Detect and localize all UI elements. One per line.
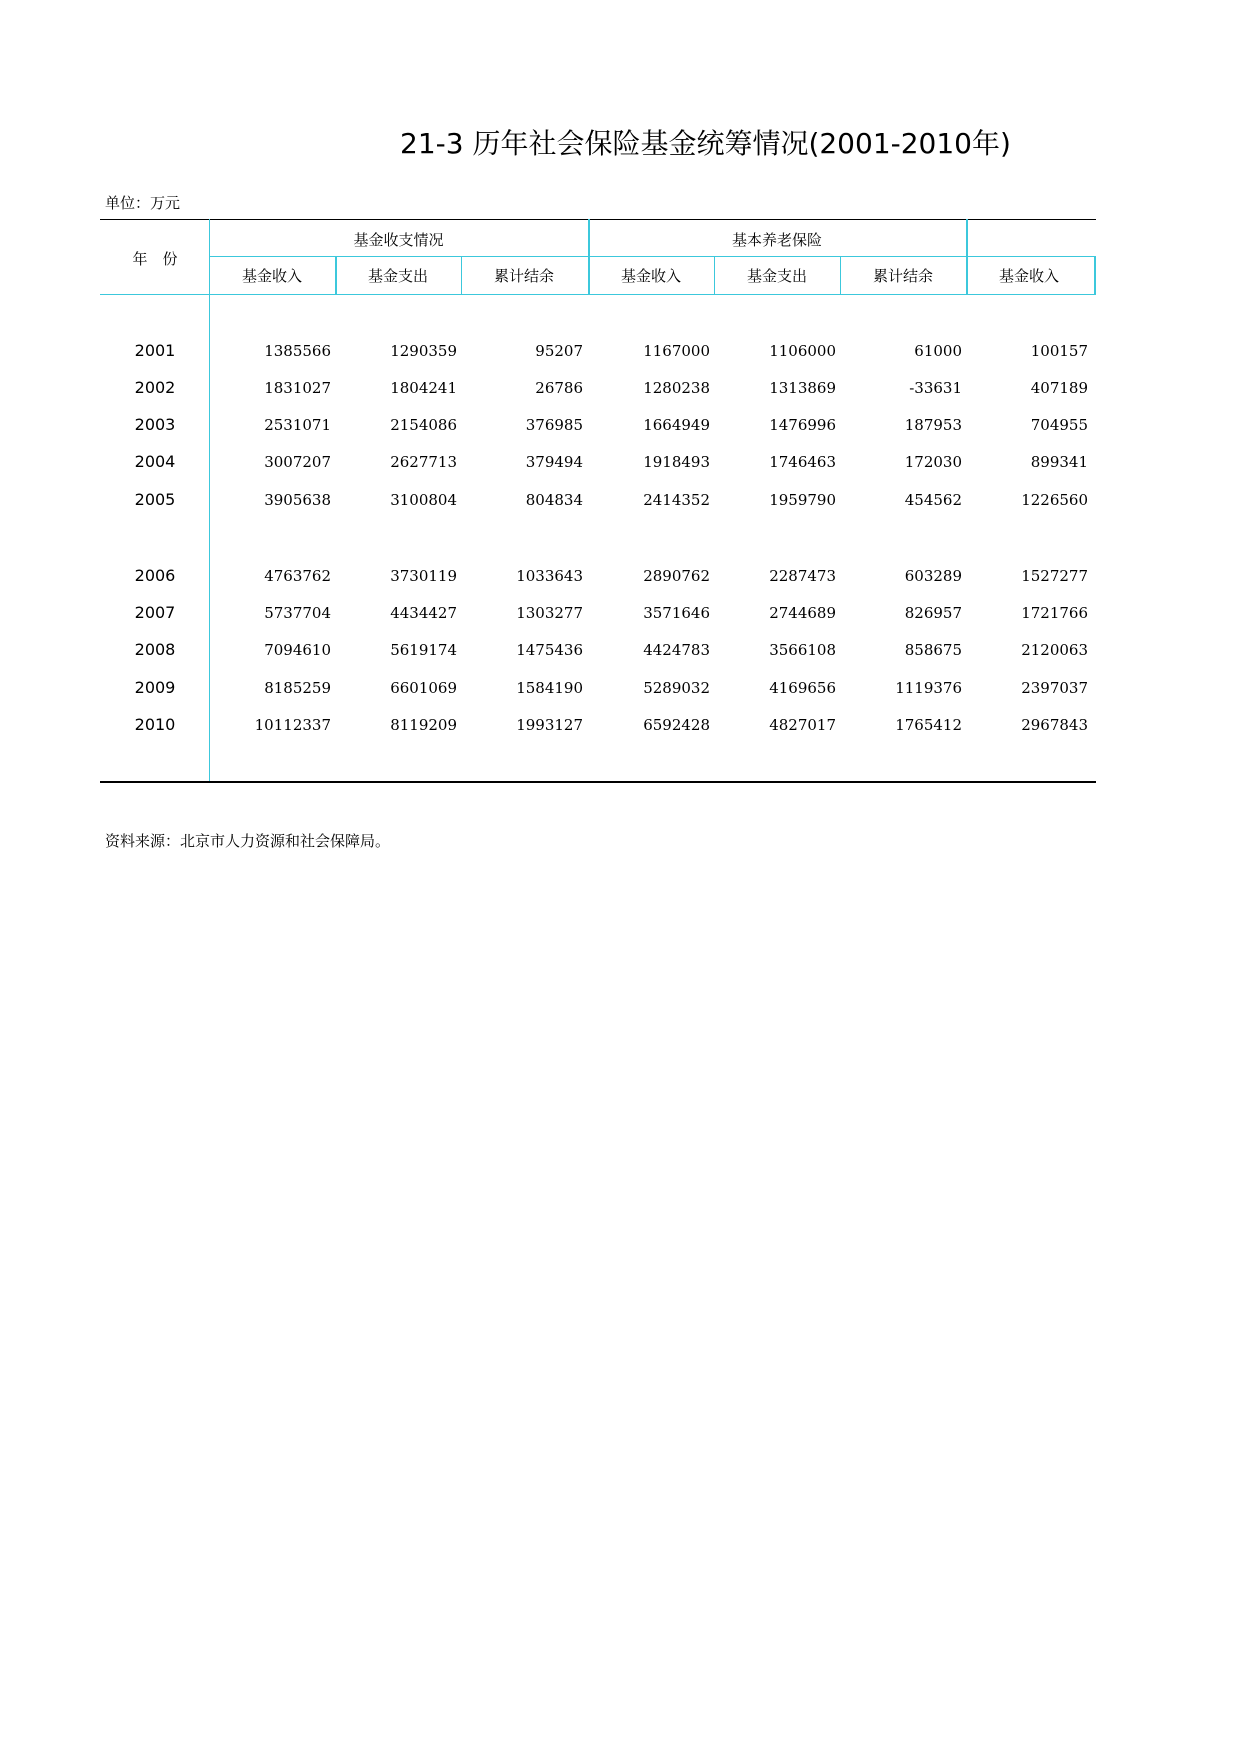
column-header: 基金收入 (241, 267, 302, 285)
value-cell: 3100804 (390, 491, 457, 509)
value-cell: 1226560 (1021, 491, 1088, 509)
value-cell: 376985 (525, 416, 583, 434)
value-cell: 8185259 (264, 679, 331, 697)
value-cell: 454562 (904, 491, 962, 509)
value-cell: 826957 (904, 604, 962, 622)
value-cell: -33631 (909, 379, 962, 397)
year-cell: 2004 (134, 452, 176, 471)
value-cell: 6601069 (390, 679, 457, 697)
value-cell: 1106000 (769, 342, 836, 360)
value-cell: 100157 (1030, 342, 1088, 360)
value-cell: 1831027 (264, 379, 331, 397)
header-mid-line (209, 256, 1096, 257)
value-cell: 4424783 (643, 641, 710, 659)
value-cell: 4169656 (769, 679, 836, 697)
value-cell: 8119209 (390, 716, 457, 734)
value-cell: 187953 (904, 416, 962, 434)
value-cell: 1119376 (895, 679, 962, 697)
year-cell: 2003 (134, 415, 176, 434)
value-cell: 2120063 (1021, 641, 1088, 659)
value-cell: 1290359 (390, 342, 457, 360)
year-cell: 2007 (134, 603, 176, 622)
value-cell: 172030 (904, 453, 962, 471)
column-header: 基金收入 (998, 267, 1059, 285)
value-cell: 3905638 (264, 491, 331, 509)
value-cell: 804834 (525, 491, 583, 509)
column-header: 基金收入 (620, 267, 681, 285)
value-cell: 2531071 (264, 416, 331, 434)
value-cell: 1167000 (643, 342, 710, 360)
header-bottom-line (100, 294, 1096, 295)
value-cell: 1721766 (1021, 604, 1088, 622)
value-cell: 1664949 (643, 416, 710, 434)
value-cell: 10112337 (254, 716, 331, 734)
source-note: 资料来源：北京市人力资源和社会保障局。 (105, 832, 391, 850)
value-cell: 1476996 (769, 416, 836, 434)
value-cell: 4827017 (769, 716, 836, 734)
value-cell: 1527277 (1021, 567, 1088, 585)
value-cell: 4434427 (390, 604, 457, 622)
year-cell: 2006 (134, 566, 176, 585)
year-cell: 2008 (134, 640, 176, 659)
value-cell: 1475436 (516, 641, 583, 659)
value-cell: 3571646 (643, 604, 710, 622)
value-cell: 1313869 (769, 379, 836, 397)
value-cell: 2744689 (769, 604, 836, 622)
value-cell: 3730119 (390, 567, 457, 585)
table-top-rule (100, 219, 1096, 220)
col-divider-e (1094, 256, 1096, 294)
year-cell: 2001 (134, 341, 176, 360)
year-cell: 2002 (134, 378, 176, 397)
value-cell: 2967843 (1021, 716, 1088, 734)
value-cell: 1033643 (516, 567, 583, 585)
group-header-fund-balance: 基金收支情况 (353, 231, 444, 249)
value-cell: 2414352 (643, 491, 710, 509)
value-cell: 1804241 (390, 379, 457, 397)
value-cell: 5737704 (264, 604, 331, 622)
value-cell: 1918493 (643, 453, 710, 471)
value-cell: 61000 (914, 342, 962, 360)
column-header: 累计结余 (872, 267, 933, 285)
value-cell: 1303277 (516, 604, 583, 622)
value-cell: 5619174 (390, 641, 457, 659)
value-cell: 7094610 (264, 641, 331, 659)
value-cell: 4763762 (264, 567, 331, 585)
value-cell: 1280238 (643, 379, 710, 397)
year-cell: 2010 (134, 715, 176, 734)
value-cell: 1584190 (516, 679, 583, 697)
value-cell: 5289032 (643, 679, 710, 697)
value-cell: 6592428 (643, 716, 710, 734)
value-cell: 2627713 (390, 453, 457, 471)
value-cell: 1959790 (769, 491, 836, 509)
unit-label: 单位：万元 (105, 194, 181, 212)
value-cell: 603289 (904, 567, 962, 585)
value-cell: 1765412 (895, 716, 962, 734)
group-header-pension: 基本养老保险 (731, 231, 822, 249)
value-cell: 858675 (904, 641, 962, 659)
value-cell: 2890762 (643, 567, 710, 585)
value-cell: 704955 (1030, 416, 1088, 434)
value-cell: 2287473 (769, 567, 836, 585)
year-cell: 2005 (134, 490, 176, 509)
table-bottom-rule (100, 781, 1096, 783)
value-cell: 95207 (535, 342, 583, 360)
value-cell: 26786 (535, 379, 583, 397)
year-cell: 2009 (134, 678, 176, 697)
value-cell: 3007207 (264, 453, 331, 471)
value-cell: 379494 (525, 453, 583, 471)
column-header: 基金支出 (746, 267, 807, 285)
value-cell: 3566108 (769, 641, 836, 659)
column-header: 基金支出 (367, 267, 428, 285)
column-header: 累计结余 (493, 267, 554, 285)
value-cell: 1746463 (769, 453, 836, 471)
value-cell: 1385566 (264, 342, 331, 360)
value-cell: 2154086 (390, 416, 457, 434)
value-cell: 1993127 (516, 716, 583, 734)
value-cell: 407189 (1030, 379, 1088, 397)
page-title: 21-3 历年社会保险基金统筹情况(2001-2010年) (400, 127, 1011, 160)
value-cell: 2397037 (1021, 679, 1088, 697)
value-cell: 899341 (1030, 453, 1088, 471)
year-header: 年 份 (132, 250, 178, 268)
